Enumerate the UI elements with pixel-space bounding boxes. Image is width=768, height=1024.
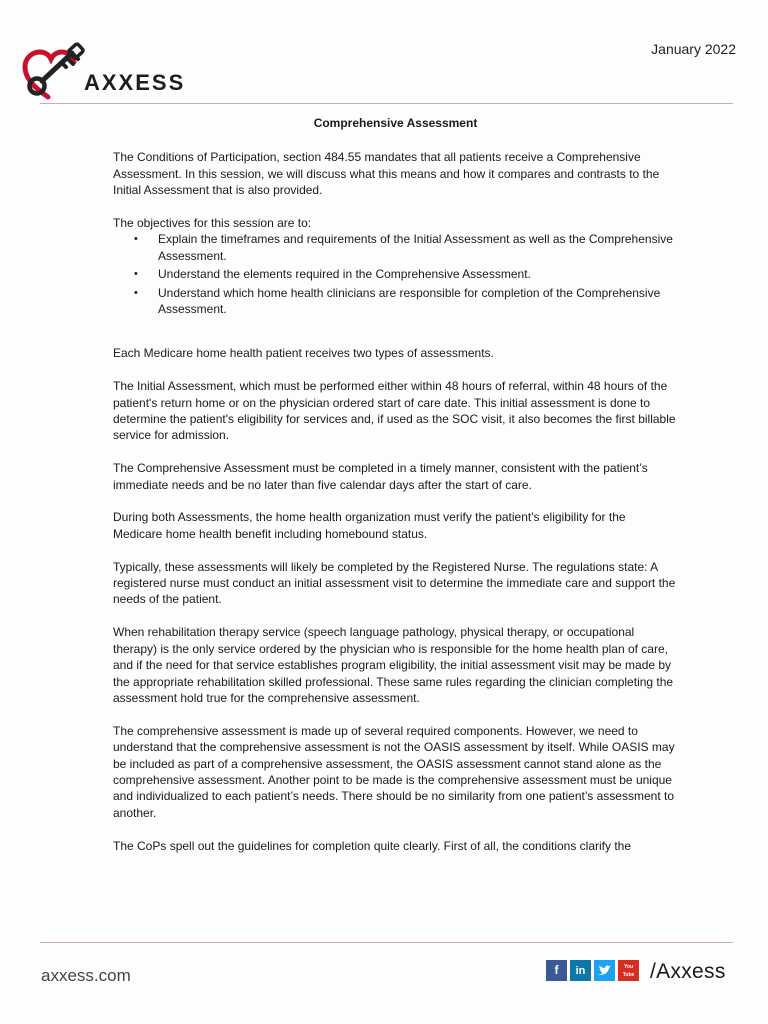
list-item — [113, 266, 678, 282]
social-links — [546, 960, 639, 981]
intro-paragraph: The Conditions of Participation, section 484.55 mandates that all patients receive a Comprehensive Assessment. In this session, we will discuss what this means and how it compares and contrasts to the Initial Assessment that is also provided. — [113, 150, 660, 198]
objectives-list — [113, 231, 678, 317]
footer-divider — [40, 942, 733, 943]
body-paragraph: During both Assessments, the home health organization must verify the patient's eligibility for the Medicare home health benefit including homebound status. — [113, 510, 626, 541]
youtube-icon[interactable] — [618, 960, 639, 981]
twitter-icon[interactable] — [594, 960, 615, 981]
body-paragraph: When rehabilitation therapy service (speech language pathology, physical therapy, or occupational therapy) is the only service ordered by the physician who is responsible for the home health plan of care, and if the need for that service establishes program eligibility, the initial assessment visit may be made by the appropriate rehabilitation skilled professional. These same rules regarding the clinician completing the assessment hold true for the comprehensive assessment. — [113, 625, 674, 705]
facebook-icon[interactable] — [546, 960, 567, 981]
body-paragraph: The comprehensive assessment is made up of several required components. However, we need to understand that the comprehensive assessment is not the OASIS assessment by itself. While OASIS may be included as part of a comprehensive assessment, the OASIS assessment cannot stand alone as the comprehensive assessment. Another point to be made is the comprehensive assessment must be unique and individualized to each patient’s needs. There should be no similarity from one patient’s assessment to another. — [113, 723, 675, 820]
body-paragraph: The CoPs spell out the guidelines for completion quite clearly. First of all, the conditions clarify the — [113, 838, 632, 853]
bullet-icon: • — [134, 268, 138, 281]
body-paragraph: The Initial Assessment, which must be performed either within 48 hours of referral, within 48 hours of the patient's return home or on the physician ordered start of care date. This initial assessment is done to determine the patient's eligibility for services and, if used as the SOC visit, it also becomes the first billable service for admission. — [113, 379, 676, 443]
linkedin-label: in — [575, 965, 586, 977]
objective-text: Understand which home health clinicians are responsible for completion of the Comprehensive Assessment. — [158, 285, 661, 317]
linkedin-icon[interactable] — [570, 960, 591, 981]
facebook-label: f — [554, 963, 559, 977]
body-paragraph: Typically, these assessments will likely be completed by the Registered Nurse. The regulations state: A registered nurse must conduct an initial assessment visit to determine the immediate care and support the needs of the patient. — [113, 559, 676, 607]
objective-text: Understand the elements required in the Comprehensive Assessment. — [158, 267, 531, 282]
objective-text: Explain the timeframes and requirements of the Initial Assessment as well as the Comprehensive Assessment. — [158, 232, 673, 263]
brand-wordmark: AXXESS — [84, 70, 186, 95]
document-body — [113, 112, 678, 870]
list-item — [113, 285, 678, 318]
body-paragraph: Each Medicare home health patient receives two types of assessments. — [113, 346, 494, 361]
document-title: Comprehensive Assessment — [313, 116, 478, 130]
twitter-bird-glyph — [594, 960, 615, 981]
youtube-label: You Tube — [622, 964, 635, 978]
list-item — [113, 231, 678, 264]
footer-website-link[interactable]: axxess.com — [41, 966, 131, 985]
body-paragraph: The Comprehensive Assessment must be completed in a timely manner, consistent with the patient’s immediate needs and be no later than five calendar days after the start of care. — [113, 461, 648, 492]
document-date: January 2022 — [651, 41, 736, 57]
bullet-icon: • — [134, 286, 138, 299]
objectives-lead: The objectives for this session are to: — [113, 216, 312, 231]
bullet-icon: • — [134, 233, 138, 246]
social-handle[interactable]: /Axxess — [650, 960, 726, 983]
header-divider — [40, 103, 733, 104]
